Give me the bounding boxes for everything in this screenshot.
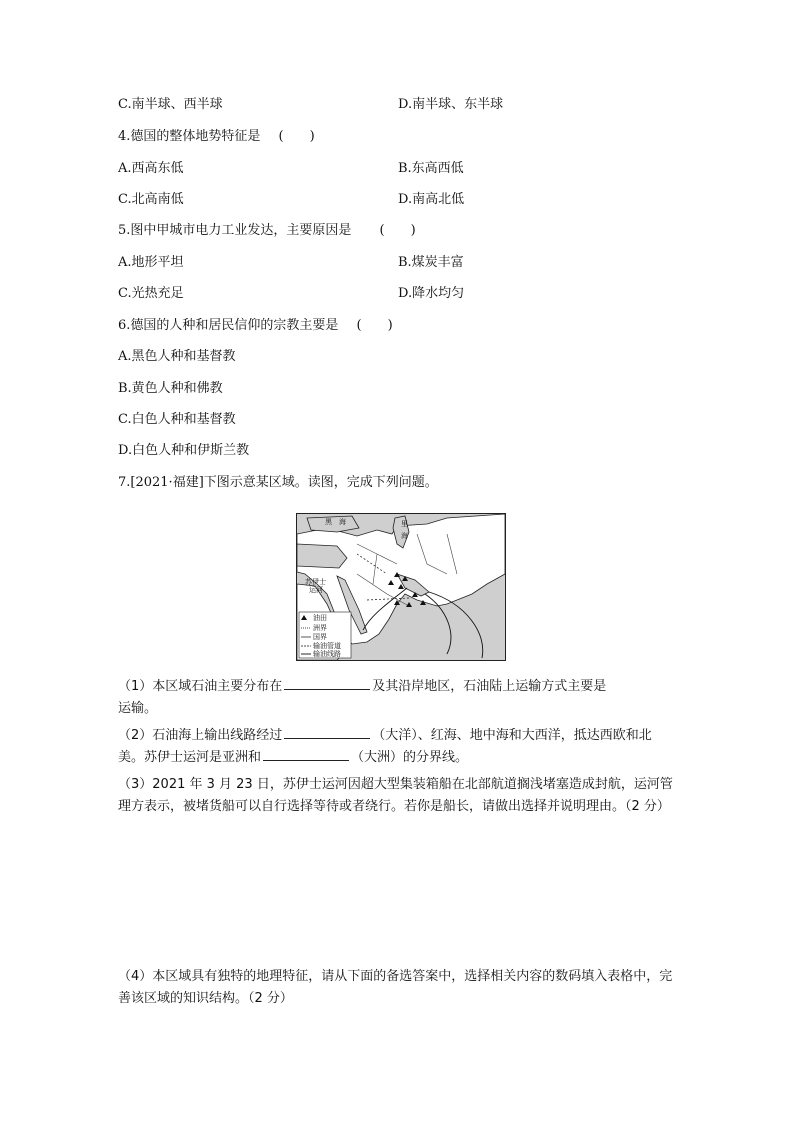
- sub-question-1: [118, 676, 678, 720]
- question-stem-text: 6.德国的人种和居民信仰的宗教主要是: [118, 318, 339, 333]
- legend-national-border: 国界: [313, 633, 327, 641]
- option-c: C.白色人种和基督教: [118, 412, 236, 427]
- sub-question-text: （2）石油海上输出线路经过: [118, 728, 283, 743]
- option-d: D.南半球、东半球: [398, 97, 504, 112]
- answer-blank[interactable]: [284, 725, 370, 739]
- option-a: A.西高东低: [118, 161, 184, 176]
- option-c: C.南半球、西半球: [118, 97, 223, 112]
- legend-continent-border: 洲界: [313, 624, 327, 632]
- option-a: A.黑色人种和基督教: [118, 349, 236, 364]
- map-drawing: [297, 514, 505, 660]
- sub-question-text: 及其沿岸地区，石油陆上运输方式主要是: [372, 679, 607, 694]
- option-d: D.南高北低: [398, 192, 465, 207]
- sub-question-text: （大洋）、红海、地中海和大西洋，抵达西欧和北: [372, 728, 652, 743]
- legend-route: 输油线路: [313, 650, 341, 658]
- answer-parentheses: ( ): [278, 129, 315, 144]
- sub-question-4: （4）本区域具有独特的地理特征，请从下面的备选答案中，选择相关内容的数码填入表格中，完善该区域的知识结构。（2 分）: [118, 969, 673, 1006]
- question-4-stem: [118, 128, 315, 146]
- option-d: D.降水均匀: [398, 286, 465, 301]
- option-a: A.地形平坦: [118, 255, 184, 270]
- suez-label-2: 运河: [309, 586, 323, 594]
- caspian-label-2: 海: [401, 532, 408, 540]
- middle-east-map: [296, 513, 506, 661]
- option-b: B.东高西低: [398, 161, 464, 176]
- option-b: B.煤炭丰富: [398, 255, 464, 270]
- sub-question-text: （大洲）的分界线。: [351, 750, 469, 765]
- suez-label-1: 苏伊士: [305, 578, 326, 586]
- question-6-stem: [118, 317, 393, 335]
- option-c: C.光热充足: [118, 286, 184, 301]
- answer-parentheses: ( ): [379, 223, 416, 238]
- question-stem-text: 5.图中甲城市电力工业发达，主要原因是: [118, 223, 352, 238]
- question-7-stem: 7.[2021·福建]下图示意某区域。读图，完成下列问题。: [118, 475, 438, 490]
- sub-question-text: 运输。: [118, 701, 158, 716]
- sub-question-text: 美。苏伊士运河是亚洲和: [118, 750, 262, 765]
- question-5-stem: [118, 222, 416, 240]
- legend-oilfield: 油田: [313, 614, 327, 622]
- answer-blank[interactable]: [263, 747, 349, 761]
- option-c: C.北高南低: [118, 192, 184, 207]
- question-stem-text: 4.德国的整体地势特征是: [118, 129, 261, 144]
- option-d: D.白色人种和伊斯兰教: [118, 443, 250, 458]
- sub-question-3: （3）2021 年 3 月 23 日，苏伊士运河因超大型集装箱船在北部航道搁浅堵塞造成封航，运河管理方表示，被堵货船可以自行选择等待或者绕行。若你是船长，请做出选择并说明理由。（2 分）: [118, 777, 673, 814]
- option-b: B.黄色人种和佛教: [118, 381, 223, 396]
- answer-parentheses: ( ): [356, 318, 393, 333]
- sub-question-text: （1）本区域石油主要分布在: [118, 679, 283, 694]
- sub-question-2: [118, 725, 678, 769]
- legend-pipeline: 输油管道: [313, 642, 341, 650]
- answer-blank[interactable]: [284, 676, 370, 690]
- black-sea-label: 黑 海: [325, 518, 346, 526]
- caspian-label-1: 里: [401, 520, 408, 528]
